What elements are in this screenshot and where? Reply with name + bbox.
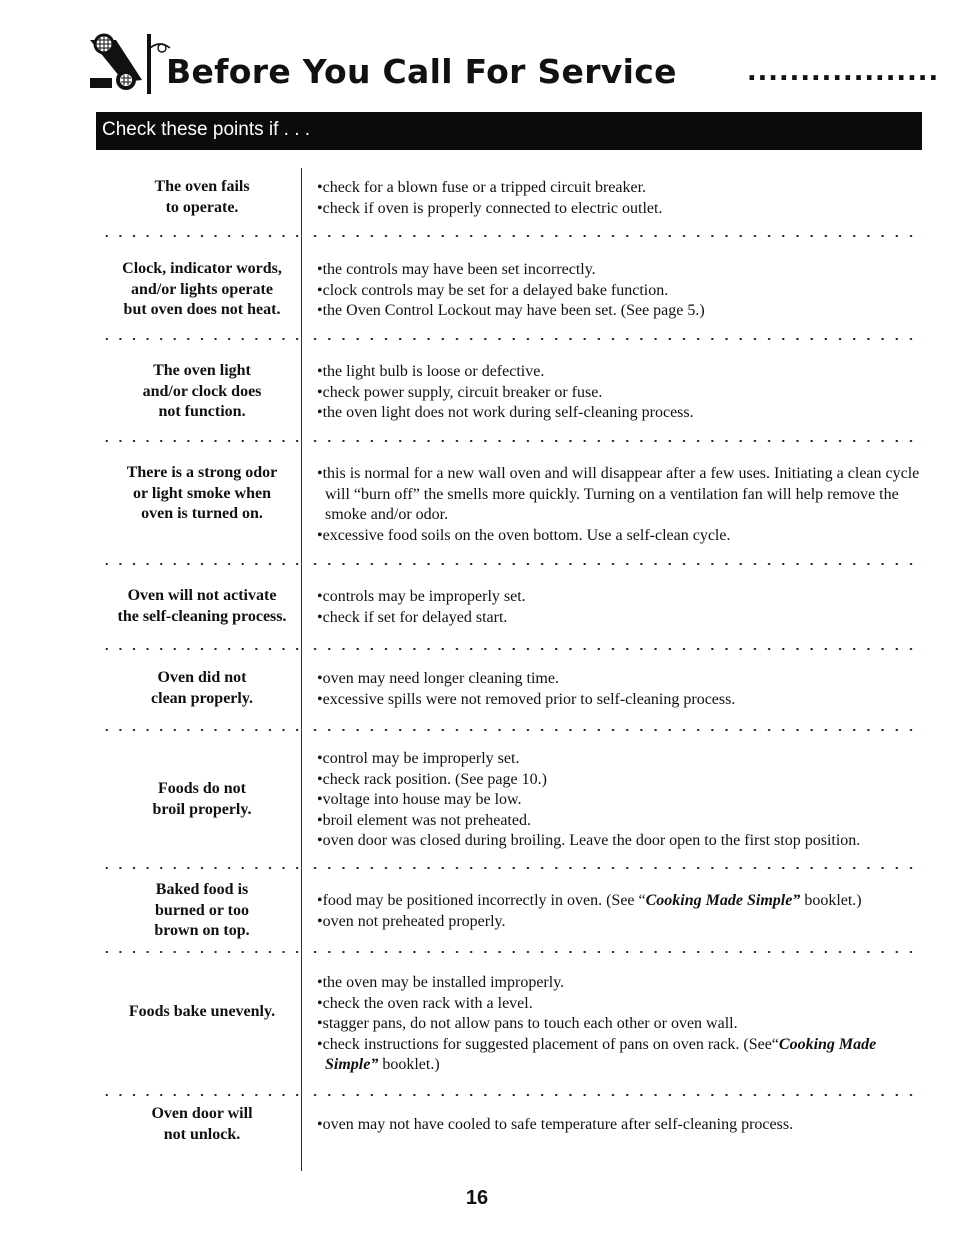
problem-label	[102, 1104, 302, 1145]
page-header	[90, 26, 940, 96]
solution-item: •the light bulb is loose or defective.	[317, 363, 545, 380]
page-number: 16	[465, 1187, 489, 1209]
solution-item: •check if set for delayed start.	[317, 608, 508, 626]
solution-item: •check for a blown fuse or a tripped circuit breaker.	[317, 179, 647, 196]
solution-item: •oven door was closed during broiling. Leave the door open to the first stop position.	[317, 832, 861, 849]
row-separator-right	[308, 440, 924, 442]
solution-item: •the oven light does not work during self-cleaning process.	[317, 404, 694, 421]
problem-line: and/or lights operate	[131, 280, 273, 298]
problem-line: burned or too	[155, 901, 249, 919]
problem-line: Oven will not activate	[127, 587, 277, 604]
problem-line: oven is turned on.	[141, 505, 263, 522]
row-separator-left	[100, 867, 302, 869]
solution-item: •excessive food soils on the oven bottom. Use a self-clean cycle.	[317, 526, 731, 544]
solution-list	[317, 587, 922, 628]
problem-label	[102, 463, 302, 525]
solution-item: •broil element was not preheated.	[317, 811, 531, 829]
problem-line: or light smoke when	[133, 484, 271, 502]
row-separator-left	[100, 648, 302, 650]
problem-line: Foods do not	[157, 780, 247, 797]
solution-item: •the Oven Control Lockout may have been set. (See page 5.)	[317, 302, 705, 319]
solution-item: •oven may need longer cleaning time.	[317, 670, 559, 687]
row-separator-left	[100, 951, 302, 953]
solution-list	[317, 260, 922, 322]
solution-item: •check if oven is properly connected to electric outlet.	[317, 199, 663, 217]
solution-list	[317, 362, 922, 424]
row-separator-right	[308, 563, 924, 565]
booklet-title: Cooking Made Simple”	[325, 1035, 877, 1073]
solution-list	[317, 669, 922, 710]
solution-item: •this is normal for a new wall oven and will disappear after a few uses. Initiating a clean cycle will “burn off” the smells more quickly. Turning on a ventilation fan will help remove the smoke and/or odor.	[317, 465, 920, 523]
row-separator-left	[100, 563, 302, 565]
solution-list	[317, 1115, 922, 1136]
problem-line: not unlock.	[163, 1125, 241, 1143]
title-leader-dots: ..................	[746, 57, 939, 87]
solution-item: •check the oven rack with a level.	[317, 994, 533, 1012]
problem-label	[102, 586, 302, 627]
problem-line: Clock, indicator words,	[122, 260, 282, 277]
row-separator-right	[308, 648, 924, 650]
row-separator-right	[308, 235, 924, 237]
problem-line: Oven did not	[157, 669, 247, 686]
section-header-band: Check these points if . . .	[96, 112, 922, 150]
row-separator-left	[100, 338, 302, 340]
problem-line: but oven does not heat.	[123, 301, 281, 318]
solution-item: •check power supply, circuit breaker or fuse.	[317, 383, 603, 401]
solution-item: •voltage into house may be low.	[317, 791, 522, 808]
problem-line: The oven fails	[154, 178, 250, 195]
problem-line: and/or clock does	[142, 382, 262, 400]
solution-item: •the controls may have been set incorrectly.	[317, 261, 596, 278]
row-separator-right	[308, 338, 924, 340]
problem-label	[102, 1002, 302, 1023]
solution-item: •check instructions for suggested placement of pans on oven rack. (See“Cooking Made Simple” booklet.)	[317, 1035, 877, 1073]
problem-label	[102, 361, 302, 423]
problem-label	[102, 177, 302, 218]
problem-line: Baked food is	[155, 881, 249, 898]
problem-line: The oven light	[153, 362, 251, 379]
solution-list	[317, 464, 922, 546]
solution-item: •oven not preheated properly.	[317, 912, 506, 930]
problem-line: brown on top.	[154, 922, 250, 939]
row-separator-right	[308, 951, 924, 953]
problem-line: to operate.	[165, 198, 239, 216]
solution-list	[317, 178, 922, 219]
problem-label	[102, 259, 302, 321]
solution-list	[317, 891, 922, 932]
problem-line: There is a strong odor	[126, 464, 278, 481]
row-separator-right	[308, 729, 924, 731]
problem-line: not function.	[158, 403, 246, 420]
solution-item: •food may be positioned incorrectly in oven. (See “Cooking Made Simple” booklet.)	[317, 892, 862, 909]
problem-line: Foods bake unevenly.	[128, 1003, 276, 1020]
row-separator-right	[308, 867, 924, 869]
booklet-title: Cooking Made Simple”	[645, 892, 801, 909]
problem-line: broil properly.	[152, 800, 252, 818]
problem-label	[102, 668, 302, 709]
problem-line: Oven door will	[151, 1105, 253, 1122]
row-separator-right	[308, 1094, 924, 1096]
row-separator-left	[100, 235, 302, 237]
problem-line: clean properly.	[151, 689, 253, 707]
solution-item: •oven may not have cooled to safe temperature after self-cleaning process.	[317, 1116, 794, 1133]
problem-line: the self-cleaning process.	[117, 607, 287, 625]
solution-item: •check rack position. (See page 10.)	[317, 770, 547, 788]
solution-list	[317, 749, 922, 852]
solution-list	[317, 973, 922, 1076]
row-separator-left	[100, 440, 302, 442]
row-separator-left	[100, 1094, 302, 1096]
solution-item: •control may be improperly set.	[317, 750, 520, 767]
solution-item: •stagger pans, do not allow pans to touch each other or oven wall.	[317, 1015, 738, 1032]
solution-item: •excessive spills were not removed prior to self-cleaning process.	[317, 690, 736, 708]
problem-label	[102, 880, 302, 942]
solution-item: •the oven may be installed improperly.	[317, 974, 565, 991]
solution-item: •controls may be improperly set.	[317, 588, 526, 605]
row-separator-left	[100, 729, 302, 731]
page-title: Before You Call For Service	[166, 52, 677, 91]
solution-item: •clock controls may be set for a delayed bake function.	[317, 281, 669, 299]
problem-label	[102, 779, 302, 820]
